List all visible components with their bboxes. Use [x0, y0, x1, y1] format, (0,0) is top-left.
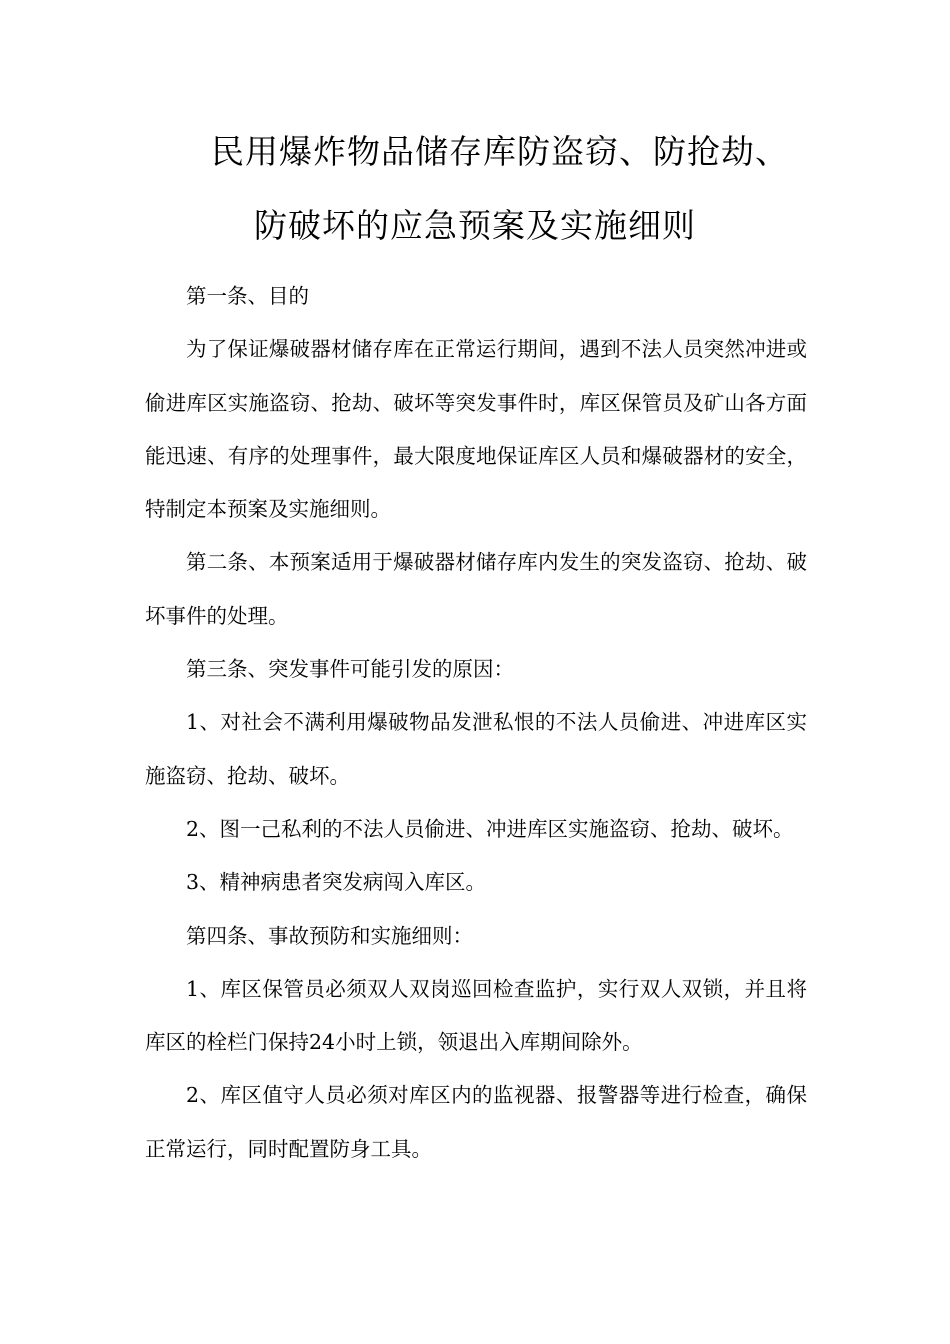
article-1-heading: 第一条、目的: [186, 284, 309, 308]
article-4-item-1: 1、库区保管员必须双人双岗巡回检查监护，实行双人双锁，并且将库区的栓栏门保持24小时上锁，领退出入库期间除外。: [145, 976, 807, 1055]
document-body: [145, 270, 807, 1176]
article-1-paragraph: 为了保证爆破器材储存库在正常运行期间，遇到不法人员突然冲进或偷进库区实施盗窃、抢劫、破坏等突发事件时，库区保管员及矿山各方面能迅速、有序的处理事件，最大限度地保证库区人员和爆破器材的安全，特制定本预案及实施细则。: [145, 337, 807, 522]
document-title-line-2: 防破坏的应急预案及实施细则: [254, 206, 696, 245]
article-4-heading: 第四条、事故预防和实施细则：: [186, 923, 473, 948]
article-3-item-3: 3、精神病患者突发病闯入库区。: [186, 870, 487, 895]
article-4-item-2: 2、库区值守人员必须对库区内的监视器、报警器等进行检查，确保正常运行，同时配置防身工具。: [145, 1083, 807, 1161]
article-3-heading: 第三条、突发事件可能引发的原因：: [186, 657, 514, 682]
document-title-line-1: 民用爆炸物品储存库防盗窃、防抢劫、: [211, 132, 789, 171]
article-3-item-1: 1、对社会不满利用爆破物品发泄私恨的不法人员偷进、冲进库区实施盗窃、抢劫、破坏。: [145, 710, 807, 788]
article-3-item-2: 2、图一己私利的不法人员偷进、冲进库区实施盗窃、抢劫、破坏。: [186, 816, 794, 841]
article-2-paragraph: 第二条、本预案适用于爆破器材储存库内发生的突发盗窃、抢劫、破坏事件的处理。: [145, 550, 807, 628]
